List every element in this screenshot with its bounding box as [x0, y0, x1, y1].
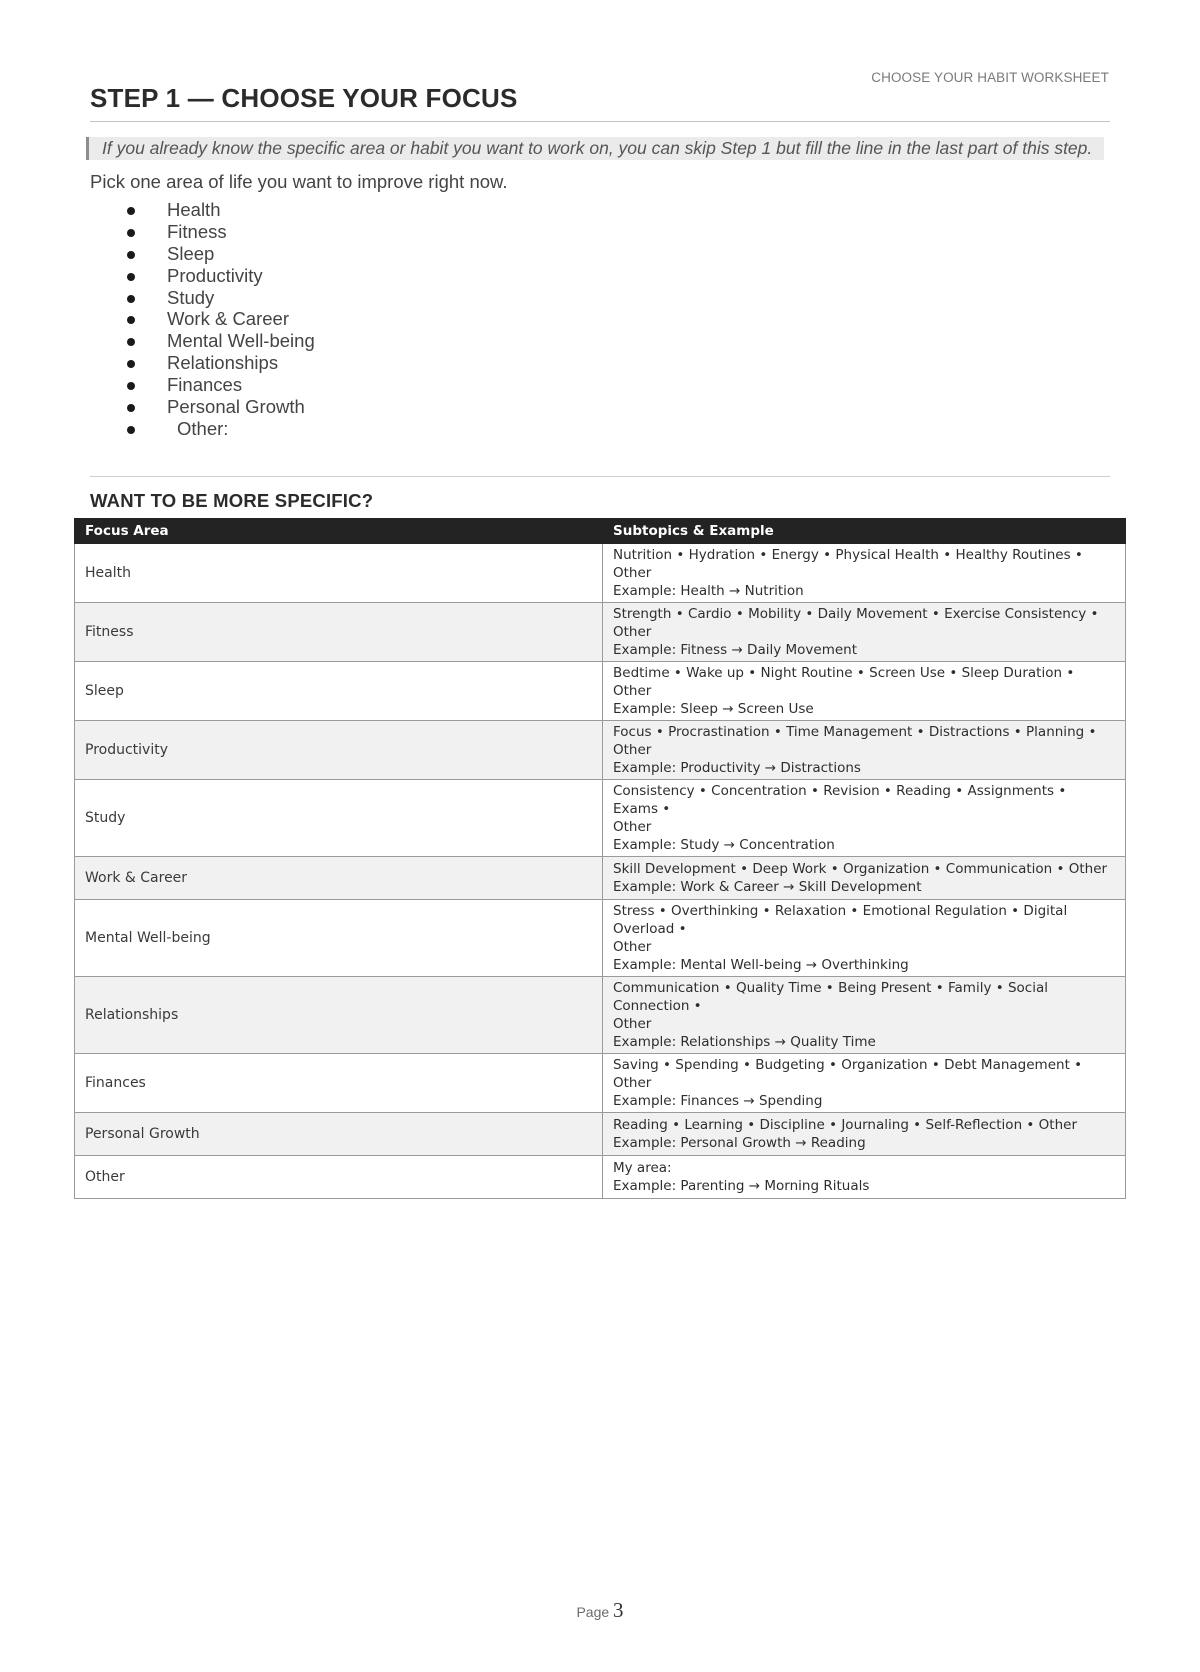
focus-area-cell: Fitness — [75, 603, 603, 662]
focus-area-cell: Other — [75, 1156, 603, 1199]
subtopics-cell — [603, 544, 1126, 603]
bullet-icon — [127, 251, 135, 259]
my-area-line: My area: — [613, 1160, 672, 1176]
example-line: Example: Finances → Spending — [613, 1093, 823, 1109]
bullet-icon — [127, 426, 135, 434]
list-item — [127, 330, 315, 352]
bullet-icon — [127, 316, 135, 324]
subtopics-line: Communication • Quality Time • Being Present • Family • Social Connection • — [613, 980, 1049, 1014]
subtopics-cell — [603, 1054, 1126, 1113]
example-line: Example: Mental Well-being → Overthinking — [613, 957, 909, 973]
list-item — [127, 287, 315, 309]
list-item — [127, 199, 315, 221]
list-item-label: Productivity — [167, 264, 263, 286]
focus-area-cell: Health — [75, 544, 603, 603]
list-item-other — [127, 418, 315, 440]
subtopics-cell — [603, 900, 1126, 977]
subtopics-line: Saving • Spending • Budgeting • Organization • Debt Management • Other — [613, 1057, 1083, 1091]
bullet-icon — [127, 360, 135, 368]
bullet-icon — [127, 207, 135, 215]
section-divider — [90, 476, 1110, 477]
list-item-label: Relationships — [167, 352, 279, 374]
list-item — [127, 243, 315, 265]
example-line: Example: Productivity → Distractions — [613, 760, 861, 776]
page-number-value: 3 — [613, 1598, 624, 1622]
subtopics-line: Nutrition • Hydration • Energy • Physical Health • Healthy Routines • Other — [613, 547, 1083, 581]
subtopics-cell — [603, 603, 1126, 662]
focus-area-cell: Relationships — [75, 977, 603, 1054]
list-item — [127, 308, 315, 330]
focus-area-cell: Study — [75, 780, 603, 857]
subtopics-line: Other — [613, 819, 652, 835]
table-row — [75, 544, 1126, 603]
page-label: Page — [576, 1604, 610, 1620]
focus-area-cell: Productivity — [75, 721, 603, 780]
focus-area-cell: Finances — [75, 1054, 603, 1113]
list-item — [127, 265, 315, 287]
section-heading: WANT TO BE MORE SPECIFIC? — [90, 490, 374, 511]
table-row — [75, 662, 1126, 721]
table-row — [75, 721, 1126, 780]
list-item-label: Fitness — [167, 220, 227, 242]
list-item — [127, 396, 315, 418]
page-number — [0, 1598, 1200, 1623]
subtopics-line: Skill Development • Deep Work • Organization • Communication • Other — [613, 861, 1108, 877]
list-item-label: Personal Growth — [167, 396, 305, 418]
subtopics-cell — [603, 977, 1126, 1054]
list-item-label: Health — [167, 199, 221, 220]
list-item — [127, 221, 315, 243]
intro-text: Pick one area of life you want to improve right now. — [90, 171, 508, 192]
example-line: Example: Personal Growth → Reading — [613, 1135, 866, 1151]
bullet-icon — [127, 404, 135, 412]
focus-area-cell: Personal Growth — [75, 1113, 603, 1156]
focus-area-list — [127, 199, 315, 440]
subtopics-cell — [603, 857, 1126, 900]
subtopics-line: Other — [613, 939, 652, 955]
bullet-icon — [127, 273, 135, 281]
table-row — [75, 1156, 1126, 1199]
example-line: Example: Fitness → Daily Movement — [613, 642, 858, 658]
bullet-icon — [127, 295, 135, 303]
bullet-icon — [127, 382, 135, 390]
subtopics-cell — [603, 1156, 1126, 1199]
table-row — [75, 857, 1126, 900]
table-row — [75, 1054, 1126, 1113]
subtopics-line: Other — [613, 1016, 652, 1032]
table-header-row — [75, 519, 1126, 544]
example-line: Example: Parenting → Morning Rituals — [613, 1178, 870, 1194]
subtopics-line: Reading • Learning • Discipline • Journaling • Self-Reflection • Other — [613, 1117, 1077, 1133]
focus-area-cell: Work & Career — [75, 857, 603, 900]
list-item — [127, 374, 315, 396]
list-item-label: Finances — [167, 374, 243, 396]
focus-area-cell: Mental Well-being — [75, 900, 603, 977]
page-title: STEP 1 — CHOOSE YOUR FOCUS — [90, 83, 518, 113]
list-item-label: Mental Well-being — [167, 330, 315, 352]
list-item-label: Sleep — [167, 242, 215, 264]
table-row — [75, 900, 1126, 977]
focus-area-cell: Sleep — [75, 662, 603, 721]
subtopics-cell — [603, 662, 1126, 721]
example-line: Example: Health → Nutrition — [613, 583, 804, 599]
bullet-icon — [127, 338, 135, 346]
table-row — [75, 603, 1126, 662]
subtopics-line: Strength • Cardio • Mobility • Daily Movement • Exercise Consistency • Other — [613, 606, 1099, 640]
bullet-icon — [127, 229, 135, 237]
subtopics-line: Bedtime • Wake up • Night Routine • Screen Use • Sleep Duration • Other — [613, 665, 1075, 699]
example-line: Example: Study → Concentration — [613, 837, 835, 853]
example-line: Example: Work & Career → Skill Development — [613, 879, 922, 895]
column-header-subtopics: Subtopics & Example — [603, 519, 1126, 544]
subtopics-cell — [603, 721, 1126, 780]
subtopics-cell — [603, 1113, 1126, 1156]
subtopics-line: Focus • Procrastination • Time Management • Distractions • Planning • Other — [613, 724, 1097, 758]
subtopics-line: Consistency • Concentration • Revision • Reading • Assignments • Exams • — [613, 783, 1067, 817]
column-header-focus-area: Focus Area — [75, 519, 603, 544]
list-item-label: Other: — [177, 417, 229, 439]
table-row — [75, 1113, 1126, 1156]
focus-subtopics-table — [74, 518, 1126, 1199]
example-line: Example: Relationships → Quality Time — [613, 1034, 876, 1050]
subtopics-line: Stress • Overthinking • Relaxation • Emotional Regulation • Digital Overload • — [613, 903, 1068, 937]
table-row — [75, 780, 1126, 857]
skip-note: If you already know the specific area or habit you want to work on, you can skip Step 1 but fill the line in the last part of this step. — [86, 137, 1104, 160]
subtopics-cell — [603, 780, 1126, 857]
list-item-label: Work & Career — [167, 308, 289, 330]
list-item — [127, 352, 315, 374]
title-divider — [90, 121, 1110, 122]
worksheet-running-header: CHOOSE YOUR HABIT WORKSHEET — [871, 70, 1109, 85]
example-line: Example: Sleep → Screen Use — [613, 701, 814, 717]
list-item-label: Study — [167, 286, 215, 308]
table-row — [75, 977, 1126, 1054]
